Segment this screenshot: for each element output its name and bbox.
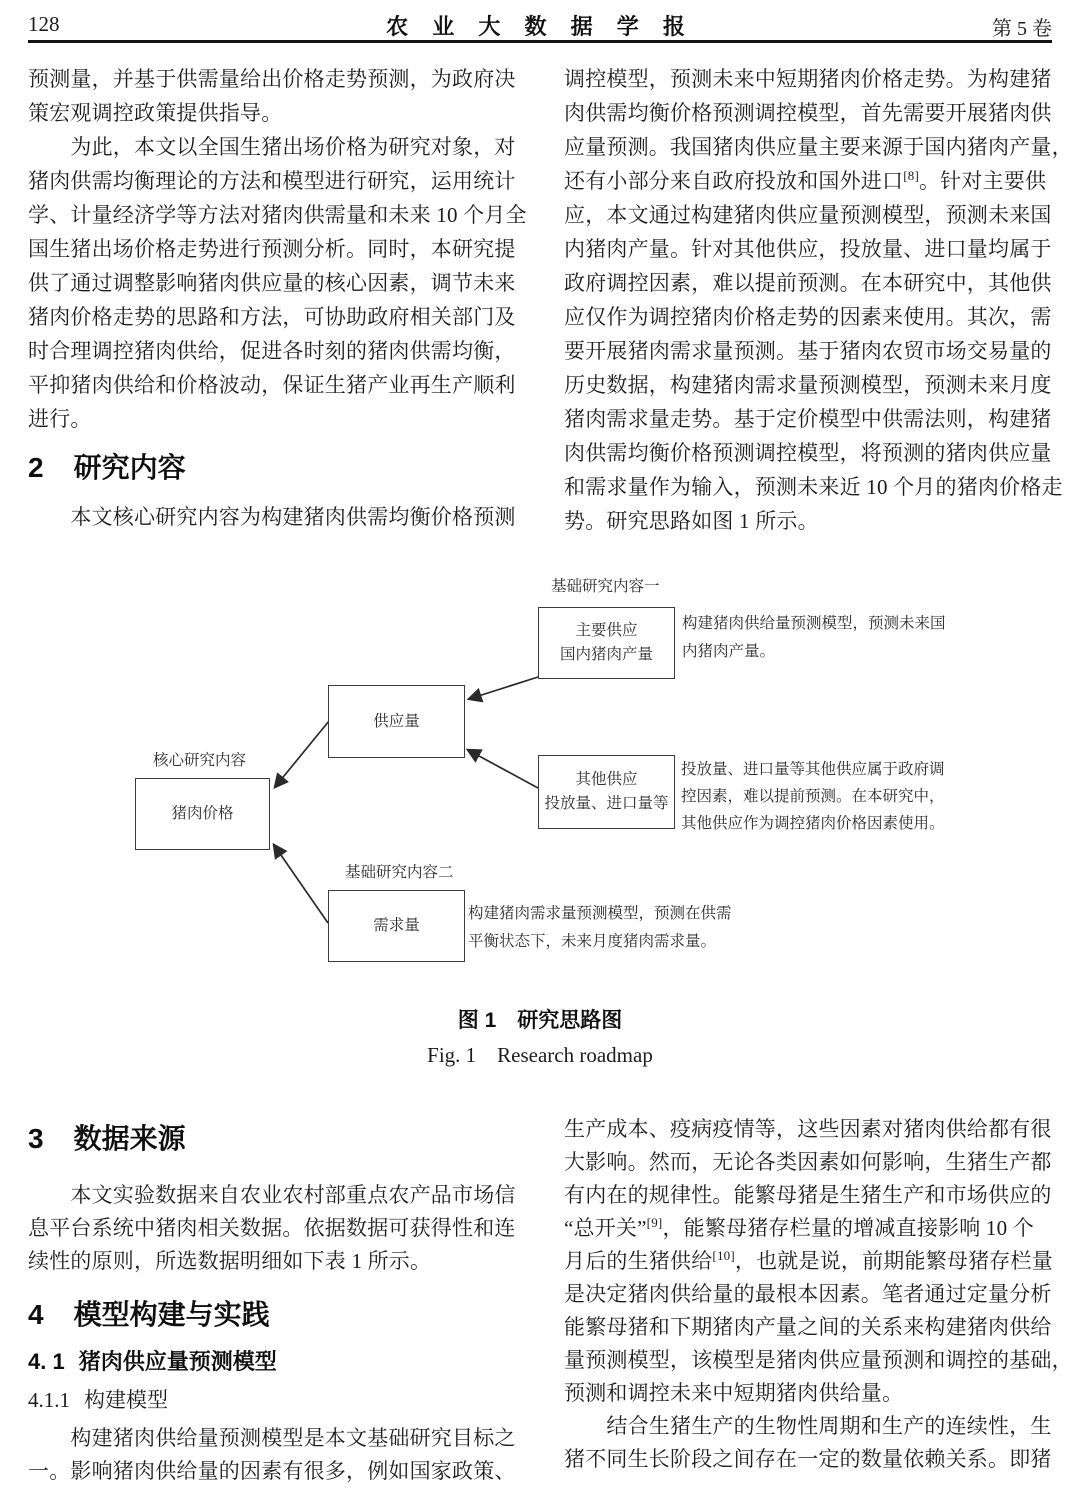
figure-1-research-roadmap	[0, 558, 1080, 1088]
flow-box-main-supply-line1: 主要供应	[575, 622, 638, 639]
flow-box-main-supply	[538, 607, 675, 679]
text-line: 本文核心研究内容为构建猪肉供需均衡价格预测	[28, 505, 516, 529]
flow-box-other-supply-line1: 其他供应	[575, 771, 638, 788]
text-line: 应仅作为调控猪肉价格走势的因素来使用。其次，需	[564, 305, 1052, 329]
text-line: “总开关”[9]，能繁母猪存栏量的增减直接影响 10 个	[564, 1215, 1034, 1240]
text-line: 和需求量作为输入，预测未来近 10 个月的猪肉价格走	[564, 475, 1063, 499]
section-number: 2	[28, 452, 44, 483]
text-line: 平抑猪肉供给和价格波动，保证生猪产业再生产顺利	[28, 373, 516, 397]
text-line: 其他供应作为调控猪肉价格因素使用。	[681, 815, 945, 832]
text-line: 为此，本文以全国生猪出场价格为研究对象，对	[28, 135, 516, 159]
flow-box-pork-price-label: 猪肉价格	[171, 805, 234, 822]
text-line: 策宏观调控政策提供指导。	[28, 101, 283, 125]
text-line: 应量预测。我国猪肉供应量主要来源于国内猪肉产量，	[564, 135, 1073, 159]
text-line: 国生猪出场价格走势进行预测分析。同时，本研究提	[28, 237, 516, 261]
text-line: 要开展猪肉需求量预测。基于猪肉农贸市场交易量的	[564, 339, 1052, 363]
text-line: 是决定猪肉供给量的最根本因素。笔者通过定量分析	[564, 1282, 1052, 1306]
text-line: 构建猪肉供给量预测模型，预测未来国	[682, 615, 946, 632]
right-column-bottom	[564, 1113, 1073, 1476]
text-line: 一。影响猪肉供给量的因素有很多，例如国家政策、	[28, 1459, 516, 1483]
subsection-number: 4. 1	[28, 1349, 65, 1374]
subsection-heading-4-1	[28, 1349, 516, 1375]
text-line: 构建猪肉供给量预测模型是本文基础研究目标之	[28, 1426, 516, 1450]
text-line: 息平台系统中猪肉相关数据。依据数据可获得性和连	[28, 1216, 516, 1240]
text-line: 大影响。然而，无论各类因素如何影响，生猪生产都	[564, 1150, 1052, 1174]
flow-label-core-content: 核心研究内容	[153, 752, 247, 769]
text-line: 平衡状态下，未来月度猪肉需求量。	[468, 933, 717, 950]
flow-box-pork-price	[135, 778, 270, 850]
flow-box-other-supply	[538, 755, 675, 829]
section-heading-2	[28, 451, 516, 485]
left-column-bottom	[28, 1122, 516, 1488]
subsection-title: 构建模型	[84, 1388, 168, 1412]
text-line: 构建猪肉需求量预测模型，预测在供需	[468, 905, 732, 922]
text-line: 结合生猪生产的生物性周期和生产的连续性，生	[564, 1414, 1052, 1438]
text-line: 能繁母猪和下期猪肉产量之间的关系来构建猪肉供给	[564, 1315, 1052, 1339]
text-line: 政府调控因素，难以提前预测。在本研究中，其他供	[564, 271, 1052, 295]
figure-caption-zh: 图 1 研究思路图	[457, 1009, 623, 1032]
text-line: 预测和调控未来中短期猪肉供给量。	[564, 1381, 904, 1405]
annotation-lines	[468, 900, 828, 956]
section-number: 4	[28, 1299, 44, 1330]
section-heading-4	[28, 1298, 516, 1332]
section-title: 研究内容	[73, 452, 186, 483]
page-header	[28, 8, 1052, 40]
text-line: 预测量，并基于供需量给出价格走势预测，为政府决	[28, 67, 516, 91]
text-line: 调控模型，预测未来中短期猪肉价格走势。为构建猪	[564, 67, 1052, 91]
flow-box-main-supply-line2: 国内猪肉产量	[559, 646, 653, 663]
flow-box-demand	[328, 890, 465, 962]
figure-caption-en: Fig. 1 Research roadmap	[427, 1043, 653, 1067]
paragraph-lines	[564, 1113, 1073, 1476]
text-line: 学、计量经济学等方法对猪肉供需量和未来 10 个月全	[28, 203, 527, 227]
text-line: 猪不同生长阶段之间存在一定的数量依赖关系。即猪	[564, 1447, 1052, 1471]
annotation-lines	[682, 610, 1022, 666]
paragraph-lines	[28, 62, 527, 436]
left-column-top	[28, 62, 527, 534]
subsection-heading-4-1-1	[28, 1388, 516, 1413]
section-title: 数据来源	[73, 1123, 186, 1154]
flow-box-other-supply-line2: 投放量、进口量等	[544, 795, 669, 812]
text-line: 月后的生猪供给[10]，也就是说，前期能繁母猪存栏量	[564, 1248, 1053, 1273]
flow-box-demand-label: 需求量	[373, 917, 420, 934]
text-line: 势。研究思路如图 1 所示。	[564, 509, 819, 533]
paragraph-lines	[28, 1179, 516, 1278]
flow-box-supply	[328, 685, 465, 758]
flow-label-basic-content-1: 基础研究内容一	[551, 578, 660, 595]
text-line: 内猪肉产量。	[682, 643, 776, 660]
right-column-top	[564, 62, 1073, 538]
text-line: 应，本文通过构建猪肉供应量预测模型，预测未来国	[564, 203, 1052, 227]
section-number: 3	[28, 1123, 44, 1154]
text-line: 历史数据，构建猪肉需求量预测模型，预测未来月度	[564, 373, 1052, 397]
paragraph-lines	[28, 1422, 516, 1488]
text-line: 肉供需均衡价格预测调控模型，将预测的猪肉供应量	[564, 441, 1052, 465]
section-heading-3	[28, 1122, 516, 1156]
flow-annotation-other-supply	[681, 756, 1041, 837]
text-line: 续性的原则，所选数据明细如下表 1 所示。	[28, 1249, 432, 1273]
text-line: 量预测模型，该模型是猪肉供应量预测和调控的基础，	[564, 1348, 1073, 1372]
text-line: 生产成本、疫病疫情等，这些因素对猪肉供给都有很	[564, 1117, 1052, 1141]
annotation-lines	[681, 756, 1041, 837]
text-line: 猪肉需求量走势。基于定价模型中供需法则，构建猪	[564, 407, 1052, 431]
flow-annotation-main-supply	[682, 610, 1022, 666]
text-line: 投放量、进口量等其他供应属于政府调	[681, 761, 945, 778]
text-line: 有内在的规律性。能繁母猪是生猪生产和市场供应的	[564, 1183, 1052, 1207]
page-number: 128	[28, 12, 60, 36]
flow-annotation-demand	[468, 900, 828, 956]
subsection-title: 猪肉供应量预测模型	[78, 1349, 277, 1374]
text-line: 控因素，难以提前预测。在本研究中，	[681, 788, 945, 805]
text-line: 进行。	[28, 407, 92, 431]
subsection-number: 4.1.1	[28, 1388, 70, 1412]
text-line: 猪肉供需均衡理论的方法和模型进行研究，运用统计	[28, 169, 516, 193]
journal-title: 农 业 大 数 据 学 报	[386, 14, 694, 39]
paragraph-lines	[564, 62, 1073, 538]
flow-label-basic-content-2: 基础研究内容二	[345, 864, 454, 881]
text-line: 肉供需均衡价格预测调控模型，首先需要开展猪肉供	[564, 101, 1052, 125]
flow-box-supply-label: 供应量	[373, 712, 420, 730]
volume-label: 第 5 卷	[992, 18, 1052, 40]
text-line: 还有小部分来自政府投放和国外进口[8]。针对主要供	[564, 168, 1047, 193]
text-line: 猪肉价格走势的思路和方法，可协助政府相关部门及	[28, 305, 516, 329]
header-rule	[28, 40, 1052, 43]
text-line: 时合理调控猪肉供给，促进各时刻的猪肉供需均衡，	[28, 339, 516, 363]
text-line: 本文实验数据来自农业农村部重点农产品市场信	[28, 1183, 516, 1207]
text-line: 内猪肉产量。针对其他供应，投放量、进口量均属于	[564, 237, 1052, 261]
text-line: 供了通过调整影响猪肉供应量的核心因素，调节未来	[28, 271, 516, 295]
section-title: 模型构建与实践	[73, 1299, 270, 1330]
paragraph-lines	[28, 500, 516, 534]
